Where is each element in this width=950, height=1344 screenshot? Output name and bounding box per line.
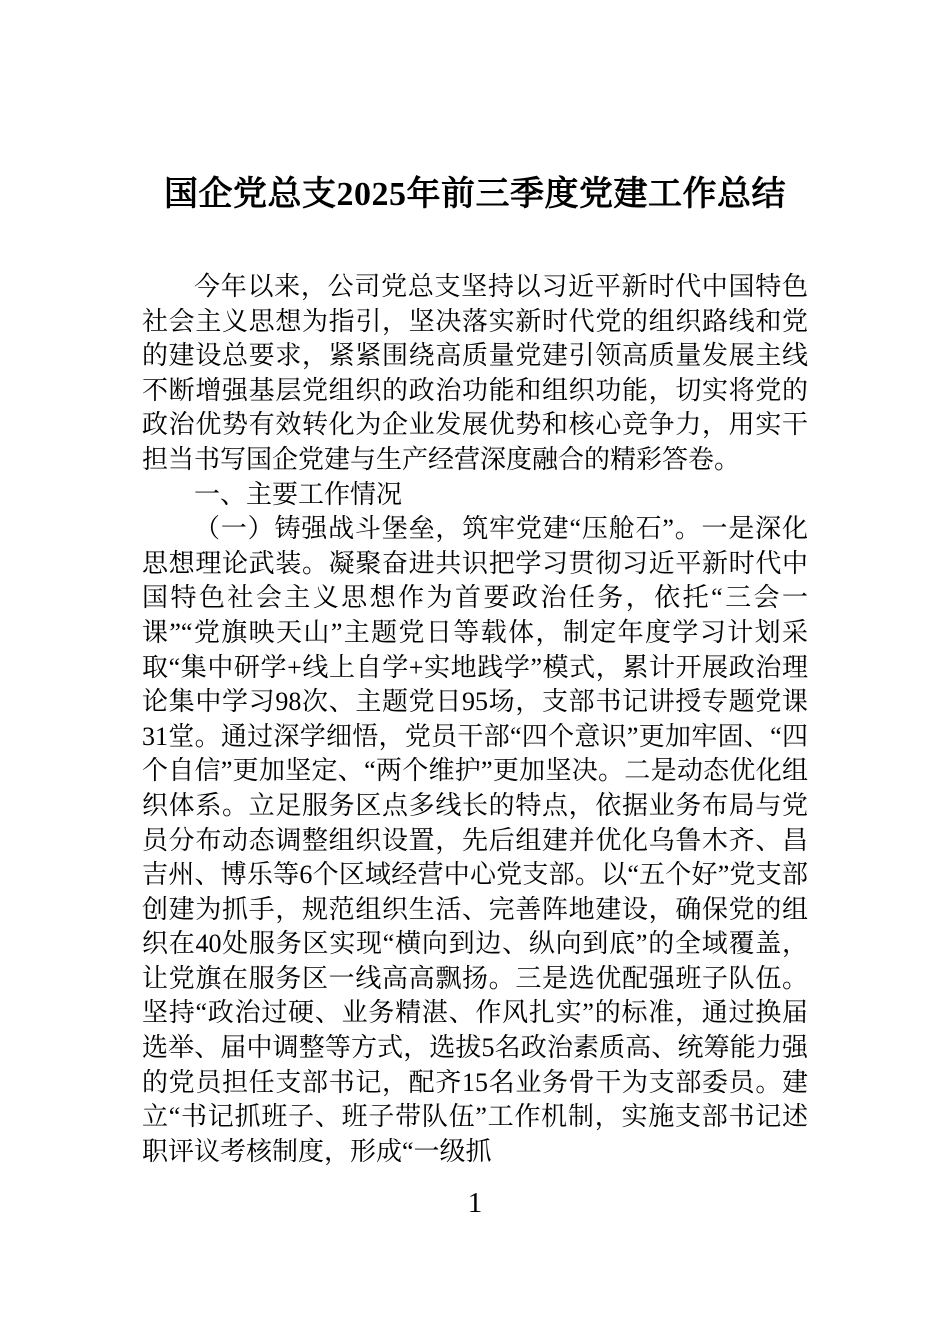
document-body	[142, 270, 808, 1169]
page-number: 1	[467, 1187, 483, 1219]
section-heading-main-work: 一、主要工作情况	[194, 479, 403, 509]
paragraph-section-one: （一）铸强战斗堡垒，筑牢党建“压舱石”。一是深化思想理论武装。凝聚奋进共识把学习贯彻习近平新时代中国特色社会主义思想作为首要政治任务，依托“三会一课”“党旗映天山”主题党日等载体，制定年度学习计划采取“集中研学+线上自学+实地践学”模式，累计开展政治理论集中学习98次、主题党日95场，支部书记讲授专题党课31堂。通过深学细悟，党员干部“四个意识”更加牢固、“四个自信”更加坚定、“两个维护”更加坚决。二是动态优化组织体系。立足服务区点多线长的特点，依据业务布局与党员分布动态调整组织设置，先后组建并优化乌鲁木齐、昌吉州、博乐等6个区域经营中心党支部。以“五个好”党支部创建为抓手，规范组织生活、完善阵地建设，确保党的组织在40处服务区实现“横向到边、纵向到底”的全域覆盖，让党旗在服务区一线高高飘扬。三是选优配强班子队伍。坚持“政治过硬、业务精湛、作风扎实”的标准，通过换届选举、届中调整等方式，选拔5名政治素质高、统筹能力强的党员担任支部书记，配齐15名业务骨干为支部委员。建立“书记抓班子、班子带队伍”工作机制，实施支部书记述职评议考核制度，形成“一级抓	[142, 514, 808, 1166]
document-title: 国企党总支2025年前三季度党建工作总结	[164, 176, 786, 213]
paragraph-intro: 今年以来，公司党总支坚持以习近平新时代中国特色社会主义思想为指引，坚决落实新时代党的组织路线和党的建设总要求，紧紧围绕高质量党建引领高质量发展主线不断增强基层党组织的政治功能和组织功能，切实将党的政治优势有效转化为企业发展优势和核心竞争力，用实干担当书写国企党建与生产经营深度融合的精彩答卷。	[142, 272, 808, 474]
